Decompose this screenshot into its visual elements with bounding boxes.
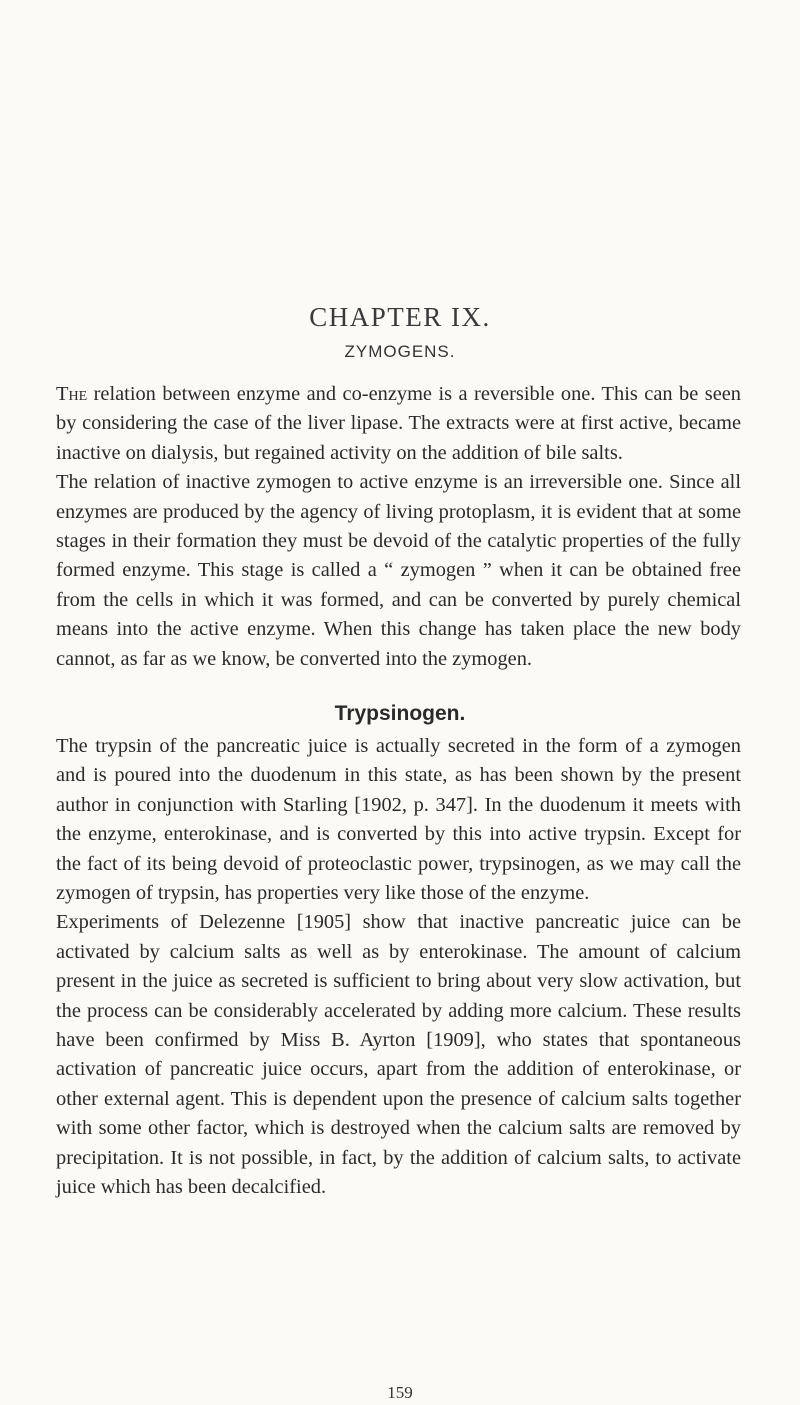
- body-text-block-1: [56, 380, 741, 674]
- paragraph-1-text: relation between enzyme and co-enzyme is a reversible one. This can be seen by considering the case of the liver lipase. The extracts were at first active, became inactive on dialysis, but regained activity on the addition of bile salts.: [56, 383, 741, 464]
- section-title: ZYMOGENS.: [344, 342, 456, 361]
- paragraph-2: The relation of inactive zymogen to active enzyme is an irreversible one. Since all enzymes are produced by the agency of living protoplasm, it is evident that at some stages in their formation they must be devoid of the catalytic properties of the fully formed enzyme. This stage is called a “ zymogen ” when it can be obtained free from the cells in which it was formed, and can be converted by purely chemical means into the active enzyme. When this change has taken place the new body cannot, as far as we know, be converted into the zymogen.: [56, 471, 741, 670]
- chapter-heading: CHAPTER IX.: [309, 302, 491, 332]
- body-text-block-2: [56, 732, 741, 1203]
- subheading-trypsinogen: Trypsinogen.: [334, 702, 466, 725]
- paragraph-1: [56, 380, 741, 468]
- paragraph-3: The trypsin of the pancreatic juice is actually secreted in the form of a zymogen and is poured into the duodenum in this state, as has been shown by the present author in conjunction with Starling [1902, p. 347]. In the duodenum it meets with the enzyme, enterokinase, and is converted by this into active trypsin. Except for the fact of its being devoid of proteoclastic power, trypsinogen, as we may call the zymogen of trypsin, has properties very like those of the enzyme.: [56, 735, 741, 905]
- page-number: 159: [387, 1383, 413, 1402]
- paragraph-4: Experiments of Delezenne [1905] show that inactive pancreatic juice can be activated by calcium salts as well as by enterokinase. The amount of calcium present in the juice as secreted is sufficient to bring about very slow activation, but the process can be considerably accelerated by adding more calcium. These results have been confirmed by Miss B. Ayrton [1909], who states that spontaneous activation of pancreatic juice occurs, apart from the addition of enterokinase, or other external agent. This is dependent upon the presence of calcium salts together with some other factor, which is destroyed when the calcium salts are removed by precipitation. It is not possible, in fact, by the addition of calcium salts, to activate juice which has been decalcified.: [56, 911, 741, 1199]
- paragraph-1-lead-word: The: [56, 383, 88, 405]
